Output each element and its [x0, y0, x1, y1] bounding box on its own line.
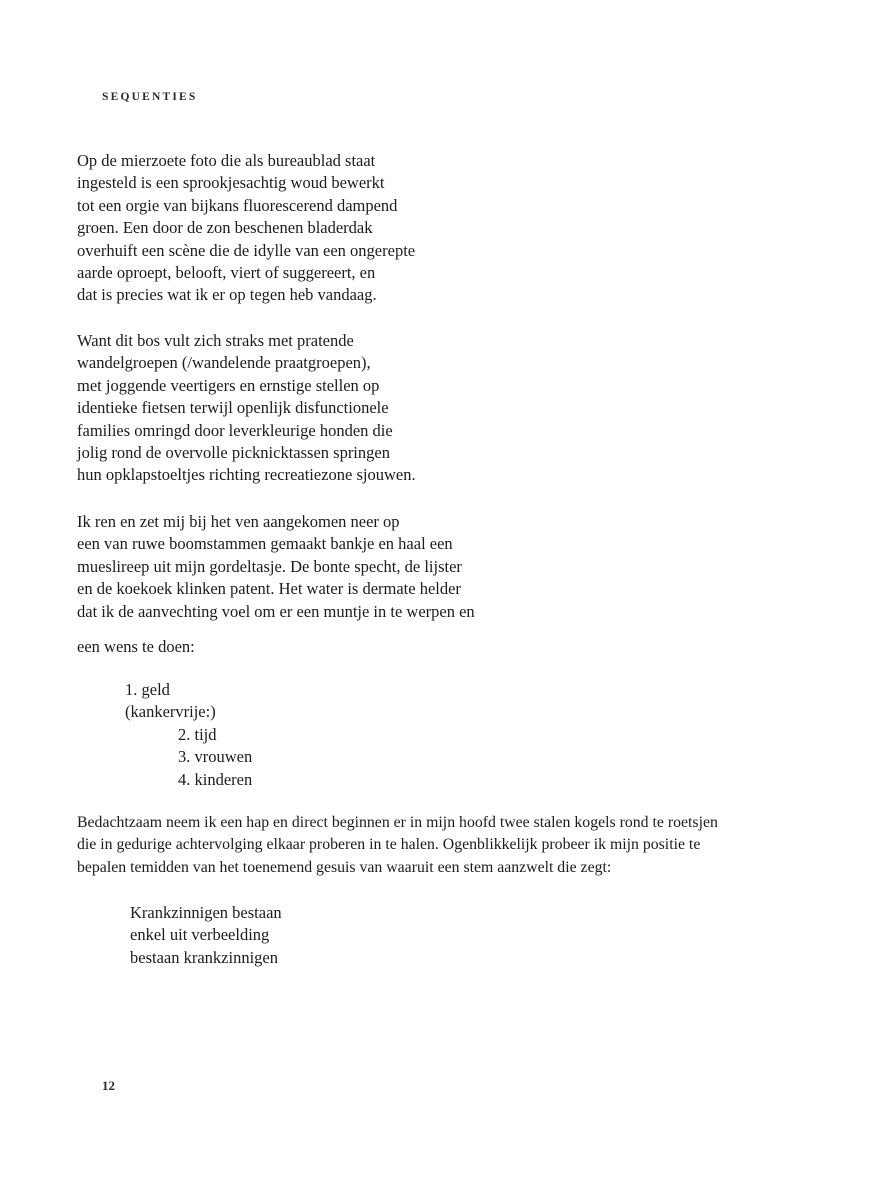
list-item: 3. vrouwen: [178, 747, 253, 767]
text-line: wandelgroepen (/wandelende praatgroepen),: [77, 353, 371, 373]
text-line: families omringd door leverkleurige honden die: [77, 420, 393, 440]
text-line: dat is precies wat ik er op tegen heb vandaag.: [77, 285, 377, 305]
text-line: dat ik de aanvechting voel om er een muntje in te werpen en: [77, 601, 475, 621]
text-line: die in gedurige achtervolging elkaar proberen in te halen. Ogenblikkelijk probeer ik mijn positie te: [77, 836, 701, 854]
text-line: een van ruwe boomstammen gemaakt bankje en haal een: [77, 534, 453, 554]
wish-list: [125, 679, 252, 791]
quote-line: enkel uit verbeelding: [130, 925, 270, 945]
quote-line: bestaan krankzinnigen: [130, 947, 278, 967]
paragraph-4: [77, 812, 718, 879]
text-line: tot een orgie van bijkans fluorescerend dampend: [77, 195, 398, 215]
text-line: mueslireep uit mijn gordeltasje. De bonte specht, de lijster: [77, 556, 462, 576]
text-line: hun opklapstoeltjes richting recreatiezone sjouwen.: [77, 465, 416, 485]
paragraph-2: [77, 330, 416, 487]
text-line: Want dit bos vult zich straks met pratende: [77, 331, 354, 350]
text-line: Ik ren en zet mij bij het ven aangekomen neer op: [77, 512, 400, 531]
text-line: bepalen temidden van het toenemend gesuis van waaruit een stem aanzwelt die zegt:: [77, 858, 612, 876]
list-qualifier: (kankervrije:): [125, 702, 216, 722]
text-line: aarde oproept, belooft, viert of suggereert, en: [77, 263, 376, 283]
running-head: SEQUENTIES: [102, 91, 198, 103]
list-item: 4. kinderen: [178, 769, 253, 789]
text-line: ingesteld is een sprookjesachtig woud bewerkt: [77, 173, 385, 193]
quote-line: Krankzinnigen bestaan: [130, 903, 282, 922]
text-line: jolig rond de overvolle picknicktassen springen: [77, 443, 390, 463]
paragraph-3: [77, 511, 475, 623]
list-item: 2. tijd: [178, 724, 217, 744]
page-number: 12: [102, 1078, 115, 1093]
text-line: met joggende veertigers en ernstige stellen op: [77, 375, 380, 395]
text-line: identieke fietsen terwijl openlijk disfunctionele: [77, 398, 389, 418]
text-line: en de koekoek klinken patent. Het water is dermate helder: [77, 579, 461, 599]
list-item: 1. geld: [125, 680, 170, 699]
text-line: groen. Een door de zon beschenen bladerdak: [77, 218, 373, 238]
text-line: Op de mierzoete foto die als bureaublad staat: [77, 151, 376, 170]
text-line: een wens te doen:: [77, 637, 195, 656]
paragraph-1: [77, 150, 415, 307]
wish-intro: [77, 636, 195, 658]
quote-block: [130, 902, 282, 969]
text-line: overhuift een scène die de idylle van een ongerepte: [77, 240, 416, 260]
text-line: Bedachtzaam neem ik een hap en direct beginnen er in mijn hoofd twee stalen kogels rond te roetsjen: [77, 814, 718, 831]
